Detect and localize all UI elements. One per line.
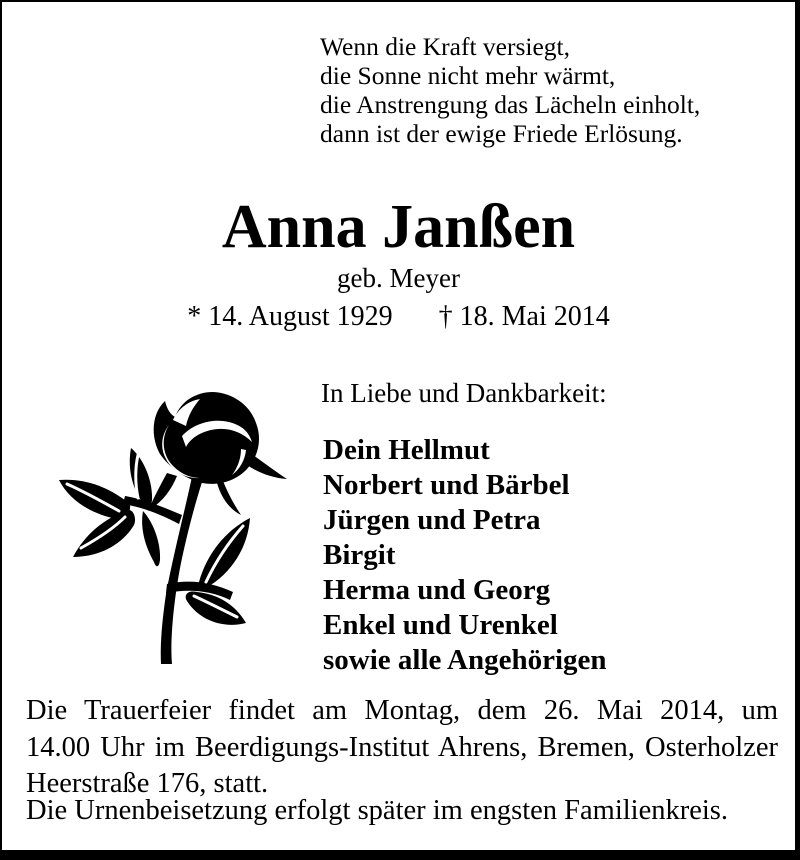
memorial-verse [320,32,700,148]
verse-line: dann ist der ewige Friede Erlösung. [320,119,683,148]
mourner-line: sowie alle Angehörigen [323,644,607,676]
mourner-line: Dein Hellmut [323,434,490,466]
mourners-list [323,433,607,678]
birth-date: * 14. August 1929 [187,301,393,332]
death-date: † 18. Mai 2014 [438,301,610,332]
mourner-line: Enkel und Urenkel [323,609,558,641]
verse-line: die Anstrengung das Lächeln einholt, [320,90,701,119]
rose-illustration [47,392,302,667]
dedication-line: In Liebe und Dankbarkeit: [321,378,607,408]
funeral-notice-line: Heerstraße 176, statt. [26,768,269,799]
urn-notice: Die Urnenbeisetzung erfolgt später im engsten Familienkreis. [26,795,729,826]
maiden-name: geb. Meyer [337,263,460,293]
mourner-line: Birgit [323,539,396,571]
funeral-notice-line: 14.00 Uhr im Beerdigungs-Institut Ahrens, Bremen, Osterholzer [26,731,778,763]
verse-line: die Sonne nicht mehr wärmt, [320,61,616,90]
verse-line: Wenn die Kraft versiegt, [320,32,571,61]
mourner-line: Jürgen und Petra [323,504,541,536]
funeral-notice [26,693,778,803]
funeral-notice-line: Die Trauerfeier findet am Montag, dem 26. Mai 2014, um [26,695,778,726]
mourner-line: Herma und Georg [323,574,551,606]
life-dates [2,302,795,333]
mourner-line: Norbert und Bärbel [323,469,570,501]
deceased-name: Anna Janßen [221,193,576,261]
